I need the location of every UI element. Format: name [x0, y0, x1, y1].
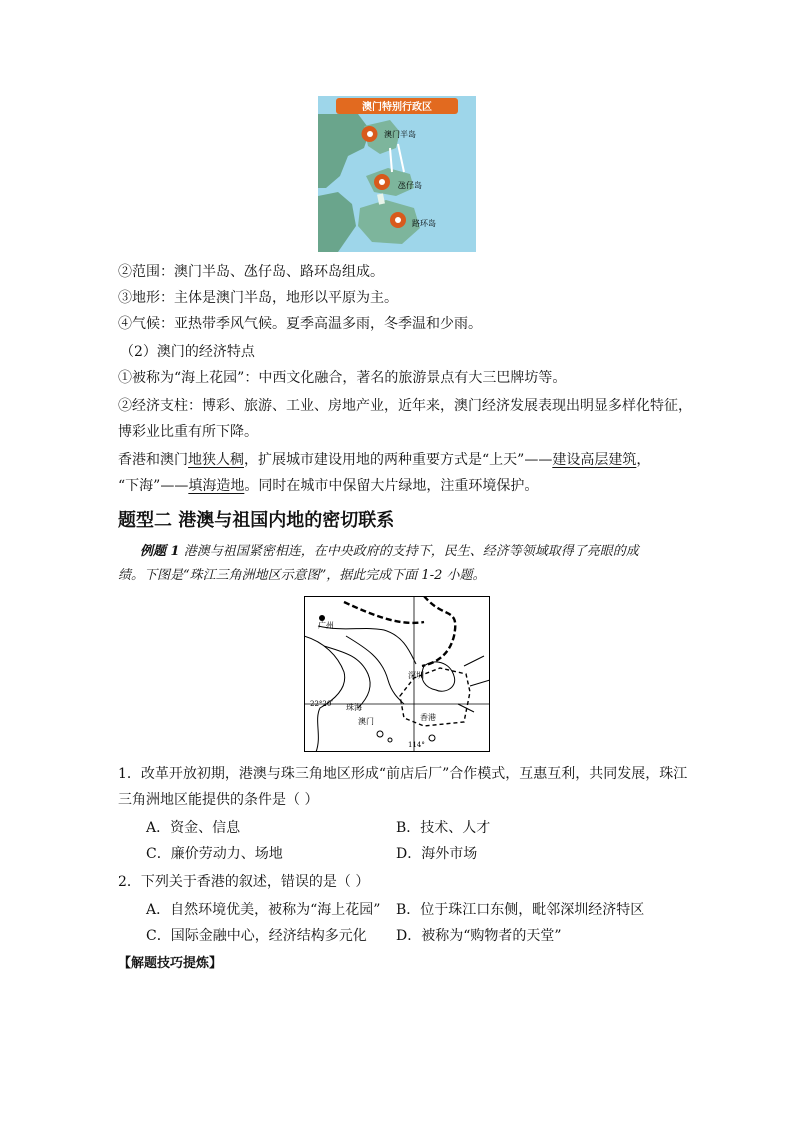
land-text: ，扩展城市建设用地的两种重要方式是“上天”——	[244, 452, 553, 468]
section-heading: 题型二 港澳与祖国内地的密切联系	[118, 510, 395, 531]
map-title: 澳门特别行政区	[362, 102, 432, 113]
land-paragraph-line2	[118, 476, 538, 496]
pin-icon	[390, 212, 406, 228]
q1-stem-line2: 三角洲地区能提供的条件是（ ）	[118, 792, 319, 808]
q1-option-c[interactable]: C．廉价劳动力、场地	[146, 846, 283, 862]
q1-option-d[interactable]: D．海外市场	[396, 846, 478, 862]
cotai-strip	[380, 194, 382, 204]
label-macau: 澳门	[358, 717, 374, 726]
q1-stem-line1: 1．改革开放初期，港澳与珠三角地区形成“前店后厂”合作模式，互惠互利，共同发展，珠江	[118, 766, 688, 782]
climate-text: ④气候：亚热带季风气候。夏季高温多雨，冬季温和少雨。	[118, 316, 482, 332]
prd-map-svg	[304, 596, 490, 752]
land-text: ，	[636, 452, 651, 468]
label-longitude: 114°	[408, 741, 425, 749]
macau-map-svg	[318, 96, 476, 252]
example-line1	[140, 542, 639, 562]
q2-option-c[interactable]: C．国际金融中心，经济结构多元化	[146, 928, 367, 944]
land-text: 香港和澳门	[118, 452, 188, 468]
map-frame	[305, 597, 490, 752]
q1-option-a[interactable]: A．资金、信息	[146, 820, 241, 836]
answer-underlined: 地狭人稠	[188, 452, 244, 468]
econ-title: （2）澳门的经济特点	[120, 344, 255, 360]
econ2-line2: 博彩业比重有所下降。	[118, 424, 258, 440]
land-paragraph-line1	[118, 450, 650, 470]
prd-map	[304, 596, 490, 752]
econ2-line1: ②经济支柱：博彩、旅游、工业、房地产业，近年来，澳门经济发展表现出明显多样化特征，	[118, 398, 692, 414]
example-label: 例题 1	[140, 544, 180, 559]
label-latitude: 22°20′	[310, 700, 333, 708]
label-coloane: 路环岛	[412, 219, 436, 228]
label-shenzhen: 深圳	[408, 671, 424, 680]
land-text: 。同时在城市中保留大片绿地，注重环境保护。	[244, 478, 539, 494]
label-hongkong: 香港	[420, 713, 436, 722]
example-line2: 绩。下图是“珠江三角洲地区示意图”，据此完成下面 1-2 小题。	[118, 568, 486, 583]
label-macau-peninsula: 澳门半岛	[384, 130, 416, 139]
q2-option-d[interactable]: D．被称为“购物者的天堂”	[396, 928, 562, 944]
example-text: 港澳与祖国紧密相连，在中央政府的支持下，民生、经济等领域取得了亮眼的成	[183, 544, 639, 559]
terrain-text: ③地形：主体是澳门半岛，地形以平原为主。	[118, 290, 398, 306]
pin-icon	[362, 126, 378, 142]
answer-underlined: 填海造地	[188, 478, 245, 494]
scope-text: ②范围：澳门半岛、氹仔岛、路环岛组成。	[118, 264, 384, 280]
q2-option-a[interactable]: A．自然环境优美，被称为“海上花园”	[146, 902, 381, 918]
pin-icon	[374, 174, 390, 190]
label-guangzhou: 广州	[318, 621, 334, 630]
land-text: “下海”——	[118, 478, 189, 494]
answer-underlined: 建设高层建筑	[552, 452, 637, 468]
q1-option-b[interactable]: B．技术、人才	[396, 820, 491, 836]
tips-heading: 【解题技巧提炼】	[118, 956, 223, 971]
macau-map	[318, 96, 476, 252]
econ1-text: ①被称为“海上花园”：中西文化融合，著名的旅游景点有大三巴牌坊等。	[118, 370, 567, 386]
label-zhuhai: 珠海	[346, 703, 362, 712]
label-taipa: 氹仔岛	[398, 181, 422, 190]
q2-option-b[interactable]: B．位于珠江口东侧，毗邻深圳经济特区	[396, 902, 645, 918]
q2-stem-line1: 2．下列关于香港的叙述，错误的是（ ）	[118, 874, 370, 890]
